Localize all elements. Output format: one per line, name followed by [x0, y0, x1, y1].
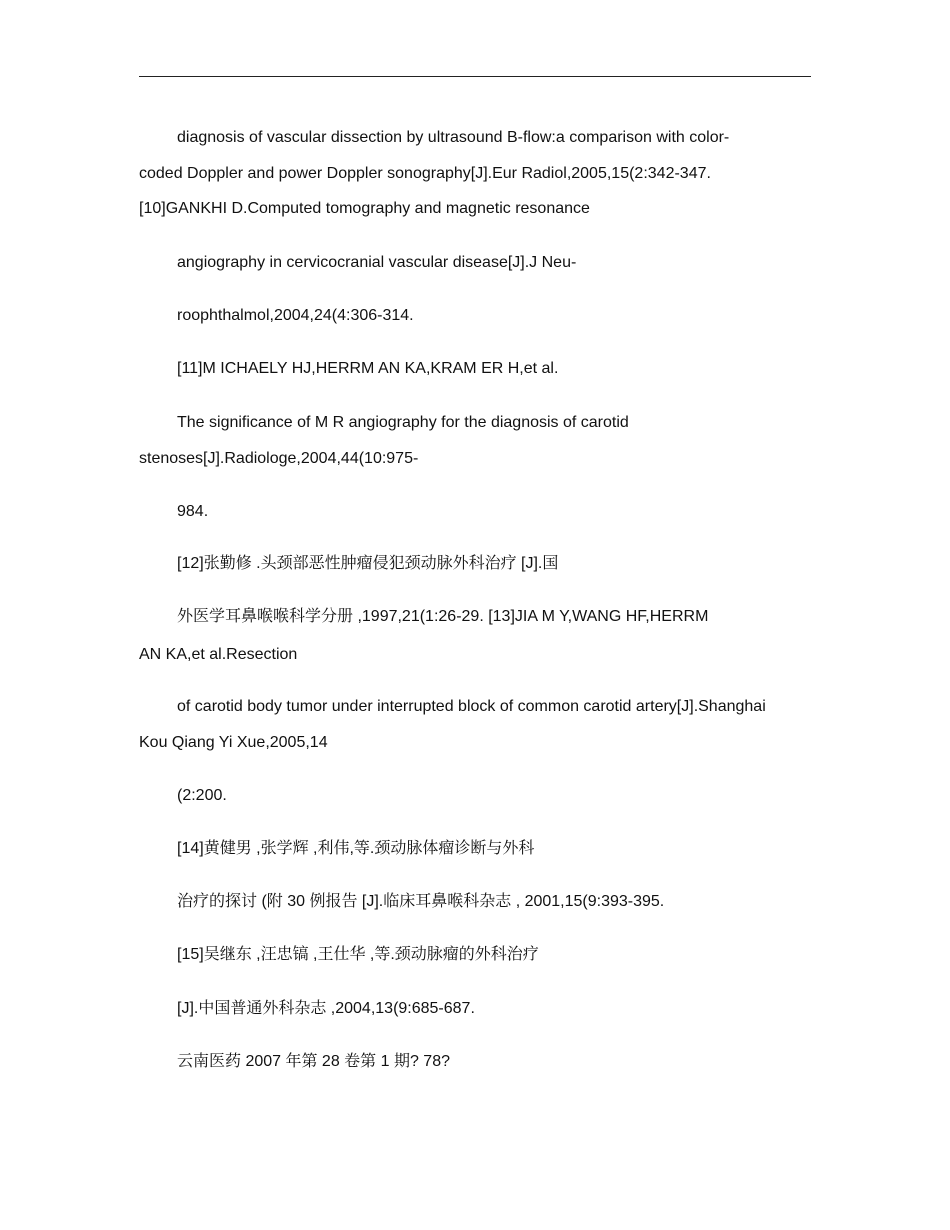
reference-line: coded Doppler and power Doppler sonography[J].Eur Radiol,2005,15(2:342-347.: [139, 165, 711, 182]
reference-line: (2:200.: [177, 787, 227, 804]
reference-line: 984.: [177, 503, 209, 520]
reference-line: [14]黄健男 ,张学辉 ,利伟,等.颈动脉体瘤诊断与外科: [177, 840, 535, 857]
reference-line: of carotid body tumor under interrupted block of common carotid artery[J].Shanghai: [177, 698, 766, 715]
reference-line: [12]张勤修 .头颈部恶性肿瘤侵犯颈动脉外科治疗 [J].国: [177, 555, 559, 572]
reference-line: The significance of M R angiography for the diagnosis of carotid: [177, 414, 629, 431]
reference-line: roophthalmol,2004,24(4:306-314.: [177, 307, 414, 324]
reference-line: [11]M ICHAELY HJ,HERRM AN KA,KRAM ER H,et al.: [177, 360, 559, 377]
reference-line: diagnosis of vascular dissection by ultrasound B-flow:a comparison with color-: [177, 129, 730, 146]
journal-footer: 云南医药 2007 年第 28 卷第 1 期? 78?: [177, 1053, 451, 1070]
reference-line: [15]吴继东 ,汪忠镐 ,王仕华 ,等.颈动脉瘤的外科治疗: [177, 946, 539, 963]
reference-line: [10]GANKHI D.Computed tomography and magnetic resonance: [139, 200, 590, 217]
reference-line: [J].中国普通外科杂志 ,2004,13(9:685-687.: [177, 1000, 475, 1017]
reference-line: stenoses[J].Radiologe,2004,44(10:975-: [139, 450, 419, 467]
header-rule: [139, 76, 811, 77]
reference-line: 治疗的探讨 (附 30 例报告 [J].临床耳鼻喉科杂志 , 2001,15(9:393-395.: [177, 893, 665, 910]
reference-line: angiography in cervicocranial vascular disease[J].J Neu-: [177, 254, 577, 271]
reference-line: AN KA,et al.Resection: [139, 646, 298, 663]
reference-line: 外医学耳鼻喉喉科学分册 ,1997,21(1:26-29. [13]JIA M Y,WANG HF,HERRM: [177, 608, 709, 625]
reference-line: Kou Qiang Yi Xue,2005,14: [139, 734, 328, 751]
